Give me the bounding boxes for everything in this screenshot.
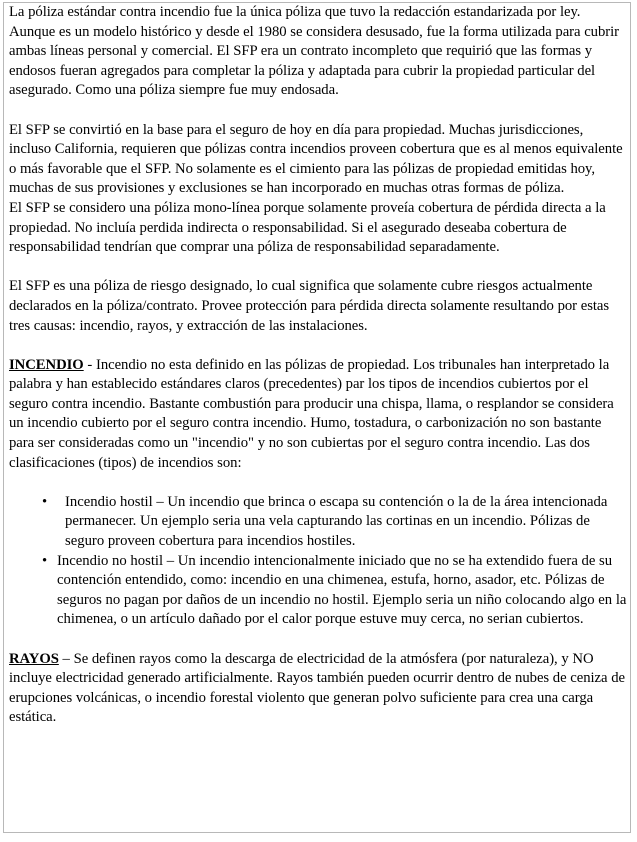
list-item-label: Incendio hostil – Un incendio que brinca o escapa su contención o la de la área intencionada permanecer. Un ejemplo seria una vela capturando las cortinas en un incendio. Pólizas de seguro proveen cobertura para incendios hostiles. — [65, 493, 608, 550]
term-incendio: INCENDIO — [9, 356, 84, 373]
paragraph-sfp-base: El SFP se convirtió en la base para el seguro de hoy en día para propiedad. Muchas jurisdicciones, incluso California, requieren que pólizas contra incendios proveen cobertura que es al menos equivalente o más favorable que el SFP. No solamente es el cimiento para las pólizas de propiedad emitidas hoy, muchas de sus provisiones y exclusiones se han incorporado en muchas otras formas de póliza. — [9, 121, 623, 197]
term-separator-rayos: – — [58, 650, 74, 667]
paragraph-sfp-monolinea: El SFP se considero una póliza mono-línea porque solamente proveía cobertura de pérdida directa a la propiedad. No incluía perdida indirecta o responsabilidad. Si el asegurado deseaba cobertura de responsabilidad tendrían que comprar una póliza de responsabilidad separadamente. — [9, 199, 606, 256]
list-item — [9, 552, 627, 630]
paragraph-rayos — [9, 650, 627, 728]
paragraph-spacer — [9, 336, 627, 356]
term-rayos: RAYOS — [9, 650, 59, 667]
paragraph-spacer — [9, 258, 627, 278]
term-separator-incendio: - — [83, 356, 96, 373]
paragraph-incendio — [9, 356, 627, 474]
paragraph-sfp-estandar: La póliza estándar contra incendio fue la única póliza que tuvo la redacción estandarizada por ley. Aunque es un modelo histórico y desde el 1980 se considera desusado, fue la forma utilizada para cubrir ambas líneas personal y comercial. El SFP era un contrato incompleto que requirió que las formas y endosos fueran agregados para completar la póliza y adaptada para cubrir la propiedad particular del asegurado. Como una póliza siempre fue muy endosada. — [9, 4, 619, 99]
paragraph-spacer — [9, 630, 627, 650]
paragraph-spacer — [9, 101, 627, 121]
list-tipos-incendio — [9, 493, 627, 630]
paragraph-sfp-riesgo-designado: El SFP es una póliza de riesgo designado, lo cual significa que solamente cubre riesgos actualmente declarados en la póliza/contrato. Provee protección para pérdida directa solamente resultando por estas tres causas: incendio, rayos, y extracción de las instalaciones. — [9, 278, 610, 334]
paragraph-rayos-text: Se definen rayos como la descarga de electricidad de la atmósfera (por naturaleza), y NO incluye electricidad generado artificialmente. Rayos también pueden ocurrir dentro de nubes de ceniza de erupciones volcánicas, o incendio forestal violento que generan polvo suficiente para crea una carga estática. — [9, 650, 625, 726]
list-item-label: Incendio no hostil – Un incendio intencionalmente iniciado que no se ha extendido fuera de su contención entendido, como: incendio en una chimenea, estufa, horno, asador, etc. Pólizas de seguros no pagan por daños de un incendio no hostil. Ejemplo seria un niño colocando algo en la chimenea, o un artículo dañado por el calor porque estuve muy cerca, no serian cubiertos. — [57, 552, 627, 628]
list-item — [9, 493, 627, 552]
document-content-frame — [3, 2, 631, 833]
paragraph-incendio-text: Incendio no esta definido en las pólizas de propiedad. Los tribunales han interpretado la palabra y han establecido estándares claros (precedentes) par los tipos de incendios cubiertos por el seguro contra incendio. Bastante combustión para producir una chispa, llama, o resplandor se considera un incendio cubierto por el seguro contra incendio. Humo, tostadura, o carbonización no son bastante para ser consideradas como un "incendio" y no son cubiertas por el seguro contra incendio. Las dos clasificaciones (tipos) de incendios son: — [9, 356, 614, 471]
list-spacer — [9, 473, 627, 493]
